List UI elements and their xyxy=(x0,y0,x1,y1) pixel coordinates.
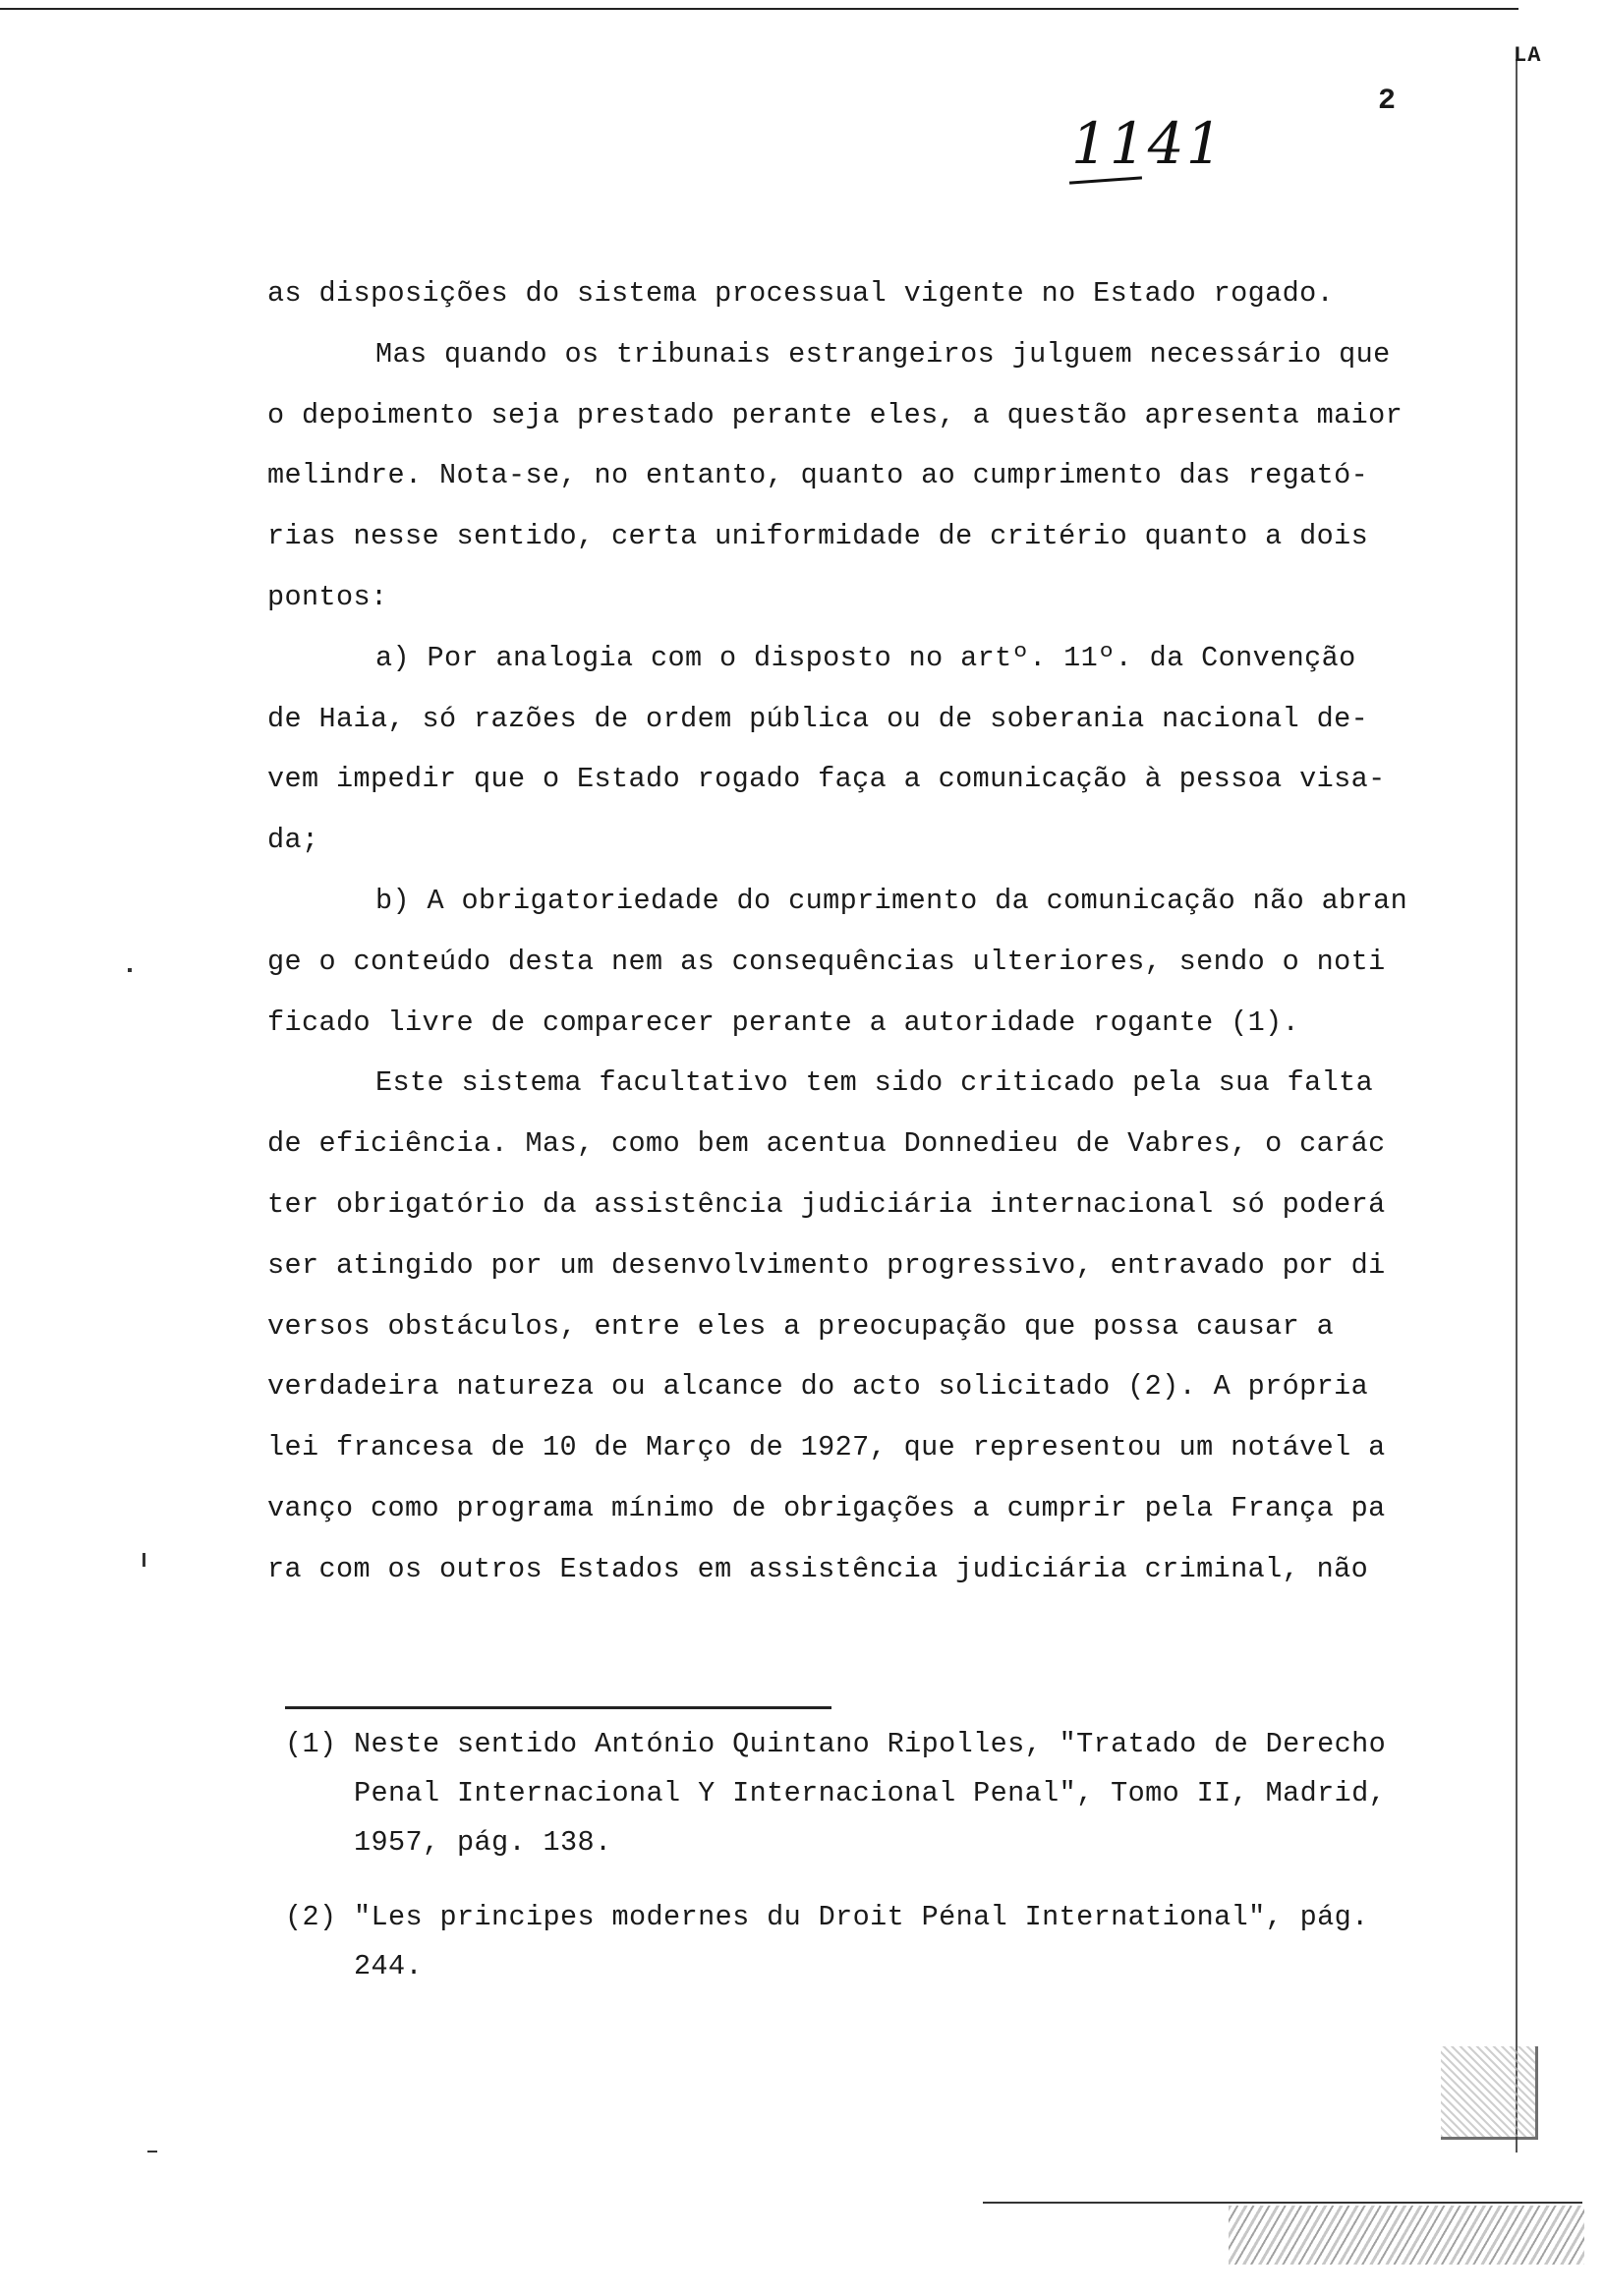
text-line: lei francesa de 10 de Março de 1927, que representou um notável a xyxy=(267,1431,1386,1464)
text-line: de eficiência. Mas, como bem acentua Donnedieu de Vabres, o carác xyxy=(267,1127,1386,1161)
margin-mark xyxy=(147,2151,157,2152)
text-line: vem impedir que o Estado rogado faça a comunicação à pessoa visa- xyxy=(267,763,1386,796)
text-line: vanço como programa mínimo de obrigações a cumprir pela França pa xyxy=(267,1491,1386,1524)
corner-stamp xyxy=(1441,2046,1538,2140)
text-line: b) A obrigatoriedade do cumprimento da comunicação não abran xyxy=(375,884,1408,917)
right-margin-line xyxy=(1516,59,1518,2152)
text-line: rias nesse sentido, certa uniformidade de critério quanto a dois xyxy=(267,520,1369,553)
footnote-separator xyxy=(285,1706,831,1709)
text-line: ter obrigatório da assistência judiciária internacional só poderá xyxy=(267,1187,1386,1221)
text-line: ge o conteúdo desta nem as consequências ulteriores, sendo o noti xyxy=(267,945,1386,978)
text-line: verdadeira natureza ou alcance do acto solicitado (2). A própria xyxy=(267,1370,1369,1404)
text-line: ser atingido por um desenvolvimento progressivo, entravado por di xyxy=(267,1248,1386,1282)
margin-mark xyxy=(128,968,132,972)
page-number: 2 xyxy=(1378,85,1397,118)
text-line: as disposições do sistema processual vigente no Estado rogado. xyxy=(267,277,1335,310)
footnote-line: (2) "Les principes modernes du Droit Pénal International", pág. xyxy=(285,1901,1369,1933)
text-line: pontos: xyxy=(267,580,388,613)
text-line: de Haia, só razões de ordem pública ou de soberania nacional de- xyxy=(267,702,1369,735)
footnotes xyxy=(285,1720,1514,1991)
body-text xyxy=(267,263,1496,1600)
text-line: o depoimento seja prestado perante eles, a questão apresenta maior xyxy=(267,398,1404,431)
scan-smudge xyxy=(1229,2206,1584,2265)
margin-mark xyxy=(143,1553,145,1567)
text-line: versos obstáculos, entre eles a preocupação que possa causar a xyxy=(267,1309,1335,1343)
footnote-line: 1957, pág. 138. xyxy=(285,1826,612,1859)
text-line: melindre. Nota-se, no entanto, quanto ao cumprimento das regató- xyxy=(267,459,1369,492)
text-line: ra com os outros Estados em assistência judiciária criminal, não xyxy=(267,1552,1369,1585)
bottom-border-line xyxy=(983,2202,1582,2204)
footnote-line: 244. xyxy=(285,1950,424,1982)
handwritten-underline xyxy=(1069,176,1142,184)
text-line: ficado livre de comparecer perante a autoridade rogante (1). xyxy=(267,1005,1300,1039)
top-border-line xyxy=(0,8,1518,10)
footnote-line: (1) Neste sentido António Quintano Ripolles, "Tratado de Derecho xyxy=(285,1728,1387,1760)
handwritten-folio-number: 1141 xyxy=(1071,110,1225,177)
text-line: Mas quando os tribunais estrangeiros julguem necessário que xyxy=(375,337,1391,371)
corner-mark: LA xyxy=(1514,43,1542,68)
footnote-line: Penal Internacional Y Internacional Penal", Tomo II, Madrid, xyxy=(285,1777,1387,1809)
text-line: Este sistema facultativo tem sido criticado pela sua falta xyxy=(375,1066,1374,1100)
text-line: da; xyxy=(267,824,319,857)
text-line: a) Por analogia com o disposto no artº. 11º. da Convenção xyxy=(375,641,1356,674)
